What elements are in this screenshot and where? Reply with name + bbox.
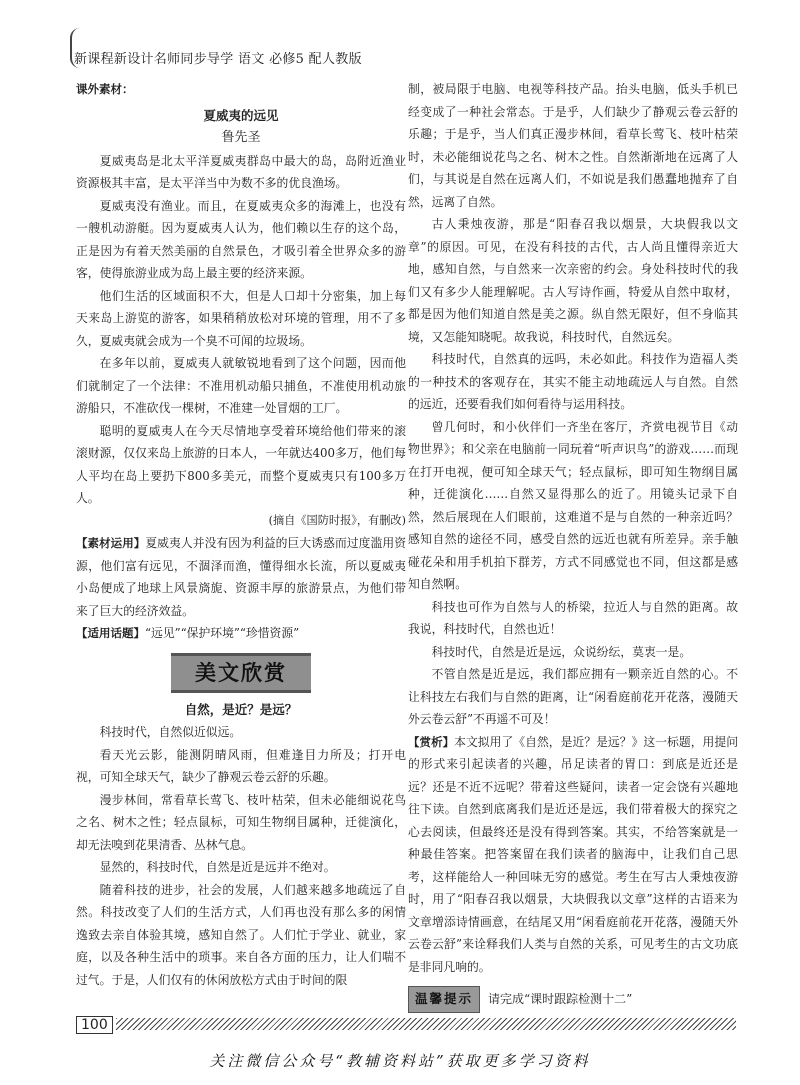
paragraph: 随着科技的进步，社会的发展，人们越来越多地疏远了自然。科技改变了人们的生活方式，人们再也没有那么多的闲情逸致去亲自体验其境，感知自然了。人们忙于学业、就业，家庭，以及各种生活中的琐事。来自各方面的压力，让人们喘不过气。于是，人们仅有的休闲放松方式由于时间的限 [76,882,406,987]
paragraph: 古人秉烛夜游，那是“阳春召我以烟景，大块假我以文章”的原因。可见，在没有科技的古代，古人尚且懂得亲近大地，感知自然，与自然来一次亲密的约会。身处科技时代的我们又有多少人能理解呢。古人写诗作画，特爱从自然中取材，都是因为他们知道自然是美之源。纵自然无限好，但不身临其境，又怎能知晓呢。故我说，科技时代，自然远矣。 [408,217,738,344]
page-header: 新课程新设计名师同步导学 语文 必修5 配人教版 [74,52,362,67]
tip-label: 温馨提示 [408,986,480,1013]
usage-section [76,532,406,622]
paragraph: 科技也可作为自然与人的桥梁，拉近人与自然的距离。故我说，科技时代，自然也近！ [408,599,738,636]
extra-material-label: 课外素材： [76,82,134,96]
essay-title: 自然，是近？是远？ [184,701,298,717]
paragraph: 显然的，科技时代，自然是近是远并不绝对。 [99,860,336,874]
left-column [76,78,406,991]
story-title: 夏威夷的远见 [203,107,279,123]
source-note: (摘自《国防时报》，有删改) [268,513,406,527]
topic-label: 【适用话题】 [76,626,145,640]
usage-text: 夏威夷人并没有因为利益的巨大诱惑而过度滥用资源，他们富有远见，不涸泽而渔，懂得细水长流，所以夏威夷小岛便成了地球上风景旖旎、资源丰厚的旅游景点，为他们带来了巨大的经济效益。 [76,536,406,618]
story-author: 鲁先圣 [221,130,261,145]
footer-bar [76,1016,736,1032]
usage-label: 【素材运用】 [76,536,146,550]
paragraph: 制，被局限于电脑、电视等科技产品。抬头电脑，低头手机已经变成了一种社会常态。于是乎，人们缺少了静观云卷云舒的乐趣；于是乎，当人们真正漫步林间，看草长莺飞、枝叶枯荣时，未必能细说花鸟之名、树木之性。自然渐渐地在远离了人们，与其说是自然在远离人们，不如说是我们愚蠢地抛弃了自然，远离了自然。 [408,82,738,209]
paragraph: 科技时代，自然真的远吗，未必如此。科技作为造福人类的一种技术的客观存在，其实不能主动地疏远人与自然。自然的远近，还要看我们如何看待与运用科技。 [408,352,738,411]
paragraph: 漫步林间，常看草长莺飞、枝叶枯荣，但未必能细说花鸟之名、树木之性；轻点鼠标，可知生物纲目属种，迁徙演化，却无法嗅到花果清香、丛林气息。 [76,792,406,852]
right-column [408,78,738,1013]
tip-text: 请完成“课时跟踪检测十二” [488,992,633,1006]
analysis-label: 【赏析】 [408,734,455,749]
paragraph: 夏威夷没有渔业。而且，在夏威夷众多的海滩上，也没有一艘机动游艇。因为夏威夷人认为，他们赖以生存的这个岛，正是因为有着天然美丽的自然景色，才吸引着全世界众多的游客，使得旅游业成为岛上最主要的经济来源。 [76,198,406,280]
topic-section [76,622,406,645]
paragraph: 他们生活的区域面积不大，但是人口却十分密集，加上每天来岛上游览的游客，如果稍稍放松对环境的管理，用不了多久，夏威夷就会成为一个臭不可闻的垃圾场。 [76,288,406,348]
paragraph: 夏威夷岛是北太平洋夏威夷群岛中最大的岛，岛附近渔业资源极其丰富，是太平洋当中为数不多的优良渔场。 [76,153,406,190]
paragraph: 聪明的夏威夷人在今天尽情地享受着环境给他们带来的滚滚财源，仅仅来岛上旅游的日本人，一年就达400多万，他们每人平均在岛上要扔下800多美元，而整个夏威夷只有100多万人。 [76,423,406,505]
paragraph: 不管自然是近是远，我们都应拥有一颗亲近自然的心。不让科技左右我们与自然的距离，让“闲看庭前花开花落，漫随天外云卷云舒”不再遥不可及！ [408,667,738,726]
page-number: 100 [76,1016,113,1034]
paragraph: 科技时代，自然是近是远，众说纷纭，莫衷一是。 [431,644,692,659]
topic-text: “远见”“保护环境”“珍惜资源” [145,626,300,640]
analysis-text: 本文拟用了《自然，是近？是远？》这一标题，用提问的形式来引起读者的兴趣，吊足读者的胃口：到底是近还是远？还是不近不远呢？带着这些疑问，读者一定会饶有兴趣地往下读。自然到底离我们是近还是远，我们带着极大的探究之心去阅读，但最终还是没有得到答案。其实，不给答案就是一种最佳答案。把答案留在我们读者的脑海中，让我们自己思考，这样能给人一种回味无穷的感觉。考生在写古人秉烛夜游时，用了“阳春召我以烟景，大块假我以文章”这样的古语来为文章增添诗情画意，在结尾又用“闲看庭前花开花落，漫随天外云卷云舒”来诠释我们人类与自然的关系，可见考生的古文功底是非同凡响的。 [408,734,738,974]
footer-hatch-decoration [116,1018,736,1030]
footer-note: 关注微信公众号“教辅资料站”获取更多学习资料 [209,1052,591,1070]
section-banner: 美文欣赏 [171,653,311,693]
tip-box [408,986,738,1013]
paragraph: 在多年以前，夏威夷人就敏锐地看到了这个问题，因而他们就制定了一个法律：不准用机动船只捕鱼，不准使用机动旅游船只，不准砍伐一棵树，不准建一处冒烟的工厂。 [76,356,406,415]
paragraph: 看天光云影，能测阴晴风雨，但难逢目力所及；打开电视，可知全球天气，缺少了静观云卷云舒的乐趣。 [76,747,406,784]
paragraph: 科技时代，自然似近似远。 [99,725,242,739]
analysis-section [408,731,738,979]
paragraph: 曾几何时，和小伙伴们一齐坐在客厅，齐赏电视节目《动物世界》；和父亲在电脑前一同玩着“听声识鸟”的游戏……而现在打开电视，便可知全球天气；轻点鼠标，即可知生物纲目属种，迁徙演化……自然又显得那么的近了。用镜头记录下自然，然后展现在人们眼前，这难道不是与自然的一种亲近吗？感知自然的途径不同，感受自然的远近也就有所差异。亲手触碰花朵和用手机拍下群芳，方式不同感觉也不同，但这都是感知自然啊。 [408,419,738,591]
